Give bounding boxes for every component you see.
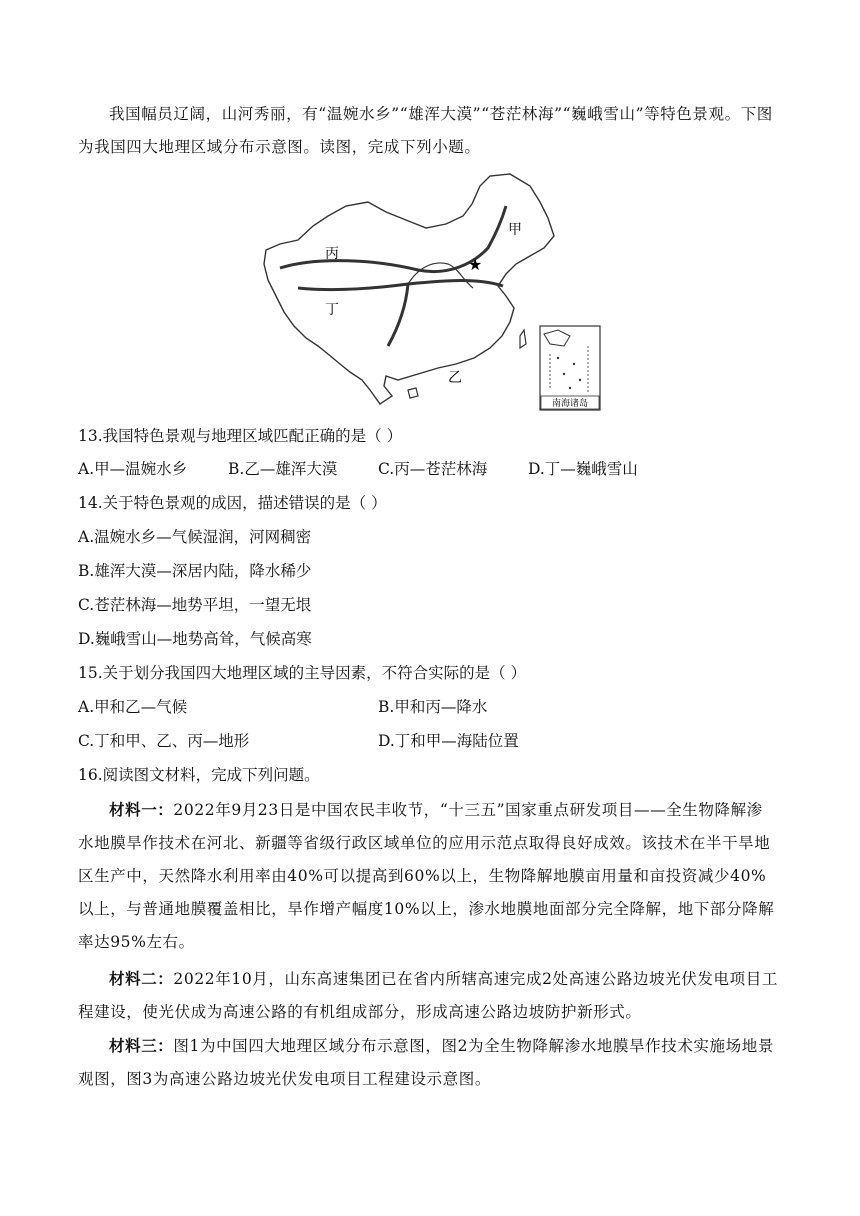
q14-option-c[interactable]: C.苍茫林海—地势平坦，一望无垠 [78,596,312,614]
region-label-yi: 乙 [448,370,462,386]
china-regions-map [258,168,608,416]
q15-option-a[interactable]: A.甲和乙—气候 [78,698,188,716]
region-label-jia: 甲 [508,222,522,238]
q14-option-b[interactable]: B.雄浑大漠—深居内陆，降水稀少 [78,562,312,580]
q15-option-b[interactable]: B.甲和丙—降水 [378,698,488,716]
boundary-qinghai-tibet [298,284,408,346]
q13-option-a[interactable]: A.甲—温婉水乡 [78,460,188,478]
q14-option-a[interactable]: A.温婉水乡—气候湿润，河网稠密 [78,528,312,546]
material-one-text: 2022年9月23日是中国农民丰收节，“十三五”国家重点研发项目——全生物降解渗水地膜旱作技术在河北、新疆等省级行政区域单位的应用示范点取得良好成效。该技术在半干旱地区生产中，天然降水利用率由40%可以提高到60%以上，生物降解地膜亩用量和亩投资减少40%以上，与普通地膜覆盖相比，旱作增产幅度10%以上，渗水地膜地面部分完全降解，地下部分降解率达95%左右。 [78,801,775,951]
q14-option-d[interactable]: D.巍峨雪山—地势高耸，气候高寒 [78,630,312,648]
material-three [78,1029,778,1096]
q16-stem: 16.阅读图文材料，完成下列问题。 [78,766,320,784]
q13-option-b[interactable]: B.乙—雄浑大漠 [228,460,338,478]
material-one [78,793,778,959]
q13-option-c[interactable]: C.丙—苍茫林海 [378,460,488,478]
region-label-bing: 丙 [325,246,339,262]
q15-option-d[interactable]: D.丁和甲—海陆位置 [378,732,519,750]
material-three-label: 材料三： [109,1036,174,1055]
material-two-text: 2022年10月，山东高速集团已在省内所辖高速完成2处高速公路边坡光伏发电项目工程建设，使光伏成为高速公路的有机组成部分，形成高速公路边坡防护新形式。 [78,970,778,1021]
material-one-label: 材料一： [109,800,174,819]
q15-stem: 15.关于划分我国四大地理区域的主导因素，不符合实际的是（ ） [78,664,527,682]
q13-option-d[interactable]: D.丁—巍峨雪山 [528,460,638,478]
hainan-island [408,388,418,398]
star-icon: ★ [468,255,483,274]
q14-stem: 14.关于特色景观的成因，描述错误的是（ ） [78,494,387,512]
south-china-sea-inset [540,326,600,410]
material-two [78,962,778,1029]
boundary-north-south [408,281,503,287]
taiwan-island [520,330,526,348]
material-three-text: 图1为中国四大地理区域分布示意图，图2为全生物降解渗水地膜旱作技术实施场地景观图，图3为高速公路边坡光伏发电项目工程建设示意图。 [78,1037,774,1088]
q13-stem: 13.我国特色景观与地理区域匹配正确的是（ ） [78,427,403,445]
intro-paragraph: 我国幅员辽阔，山河秀丽，有“温婉水乡”“雄浑大漠”“苍茫林海”“巍峨雪山”等特色景观。下图为我国四大地理区域分布示意图。读图，完成下列小题。 [78,105,773,156]
region-label-ding: 丁 [325,302,339,318]
inset-label: 南海诸岛 [551,399,589,409]
q15-option-c[interactable]: C.丁和甲、乙、丙—地形 [78,732,250,750]
map-figure [258,168,608,416]
material-two-label: 材料二： [109,969,174,988]
